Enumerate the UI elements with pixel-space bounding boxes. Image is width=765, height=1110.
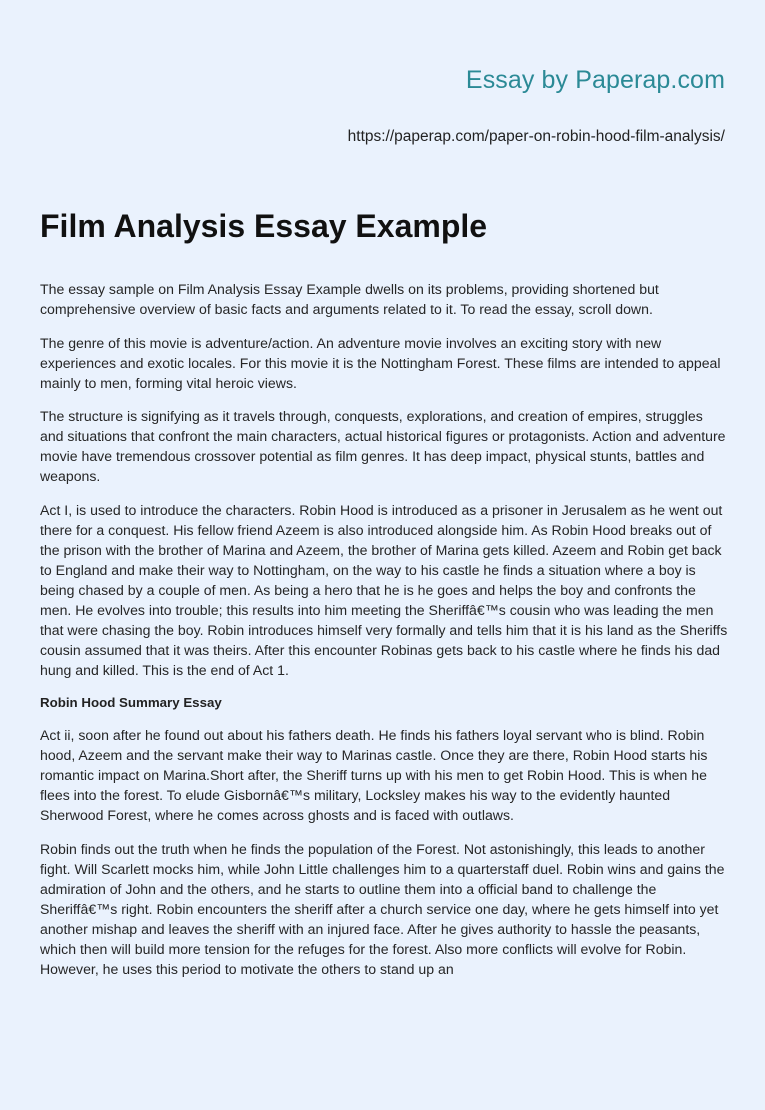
paragraph-act-1: Act I, is used to introduce the characters. Robin Hood is introduced as a prisoner in Jerusalem as he went out there for a conquest. His fellow friend Azeem is also introduced alongside him. As Robin Hood breaks out of the prison with the brother of Marina and Azeem, the brother of Marina gets killed. Azeem and Robin get back to England and make their way to Nottingham, on the way to his castle he finds a situation where a boy is being chased by a couple of men. As being a hero that he is he goes and helps the boy and confronts the men. He evolves into trouble; this results into him meeting the Sheriffâ€™s cousin who was leading the men that were chasing the boy. Robin introduces himself very formally and tells him that it is his land as the Sheriffs cousin assumed that it was theirs. After this encounter Robinas gets back to his castle where he finds his dad hung and killed. This is the end of Act 1. [40,501,728,678]
site-brand: Essay by Paperap.com [465,66,725,94]
paragraph-genre: The genre of this movie is adventure/action. An adventure movie involves an exciting story with new experiences and exotic locales. For this movie it is the Nottingham Forest. These films are intended to appeal mainly to men, forming vital heroic views. [40,334,721,391]
source-url: https://paperap.com/paper-on-robin-hood-film-analysis/ [347,128,725,145]
paragraph-forest: Robin finds out the truth when he finds the population of the Forest. Not astonishingly, this leads to another fight. Will Scarlett mocks him, while John Little challenges him to a quarterstaff duel. Robin wins and gains the admiration of John and the others, and he starts to outline them into a official band to challenge the Sheriffâ€™s right. Robin encounters the sheriff after a church service one day, where he gets himself into yet another mishap and leaves the sheriff with an injured face. After he gives authority to hassle the peasants, which then will build more tension for the refuges for the forest. Also more conflicts will evolve for Robin. However, he uses this period to motivate the others to stand up an [40,840,725,977]
paragraph-act-2: Act ii, soon after he found out about his fathers death. He finds his fathers loyal servant who is blind. Robin hood, Azeem and the servant make their way to Marinas castle. Once they are there, Robin Hood starts his romantic impact on Marina.Short after, the Sheriff turns up with his men to get Robin Hood. This is when he flees into the forest. To elude Gisbornâ€™s military, Locksley makes his way to the evidently haunted Sherwood Forest, where he comes across ghosts and is faced with outlaws. [40,727,708,823]
paragraph-intro: The essay sample on Film Analysis Essay Example dwells on its problems, providing shortened but comprehensive overview of basic facts and arguments related to it. To read the essay, scroll down. [40,281,659,317]
section-heading: Robin Hood Summary Essay [40,695,222,710]
paragraph-structure: The structure is signifying as it travels through, conquests, explorations, and creation of empires, struggles and situations that confront the main characters, actual historical figures or protagonists. Action and adventure movie have tremendous crossover potential as film genres. It has deep impact, physical stunts, battles and weapons. [40,408,726,484]
page-title: Film Analysis Essay Example [40,208,488,244]
essay-body [40,279,730,992]
